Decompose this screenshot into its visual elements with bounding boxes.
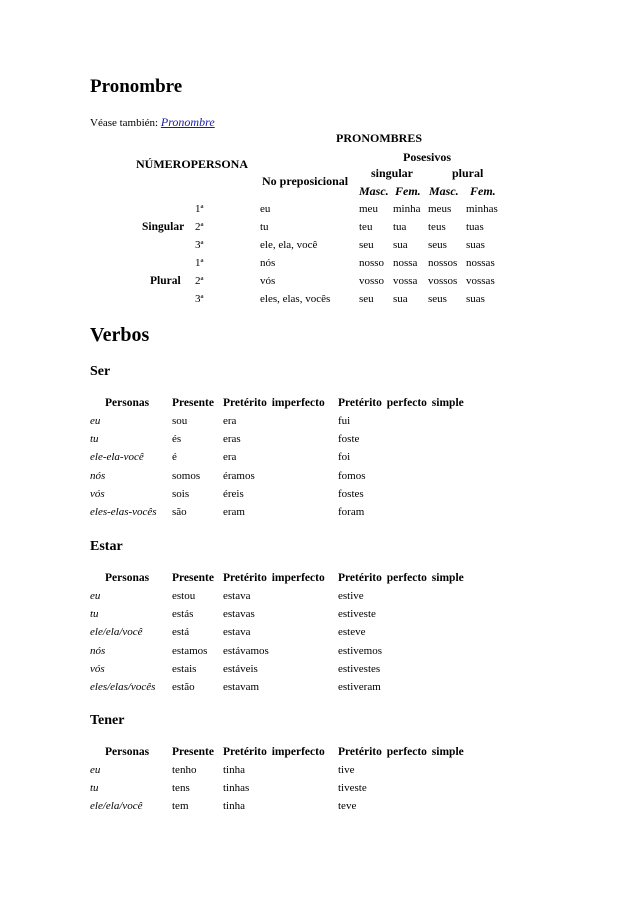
verb-cell: nós <box>90 469 106 482</box>
verb-cell: estáveis <box>223 662 258 675</box>
verb-cell: eu <box>90 764 101 776</box>
verb-cell: éramos <box>223 469 255 482</box>
verb-cell: tinha <box>223 764 245 776</box>
verb-cell: fostes <box>338 487 364 500</box>
verb-cell: estavas <box>223 608 255 621</box>
verb-cell: estava <box>223 590 251 602</box>
verb-cell: estávamos <box>223 644 269 657</box>
pronoun-cell: meu <box>359 203 378 215</box>
verb-cell: tiveste <box>338 782 367 795</box>
pronoun-cell: 1ª <box>195 203 204 215</box>
plural-header: plural <box>452 166 484 180</box>
verb-column-header: Personas <box>105 397 150 409</box>
no-prep-header: No preposicional <box>262 174 349 188</box>
pronoun-cell: tu <box>260 221 269 233</box>
verb-cell: estive <box>338 590 364 602</box>
verb-cell: eras <box>223 433 241 446</box>
verb-cell: estivestes <box>338 662 381 675</box>
masc-sing-header: Masc. <box>359 184 389 198</box>
verb-cell: tu <box>90 782 99 795</box>
verb-cell: estás <box>172 608 194 621</box>
verb-cell: estamos <box>172 644 208 657</box>
pronoun-cell: nosso <box>359 257 385 269</box>
verb-column-header: Pretérito perfecto simple <box>338 397 464 409</box>
verb-cell: estavam <box>223 681 260 693</box>
verb-cell: eu <box>90 590 101 602</box>
see-also-link[interactable]: Pronombre <box>160 115 215 129</box>
pronoun-cell: ele, ela, você <box>260 239 318 251</box>
pronoun-cell: minhas <box>466 203 498 215</box>
verb-column-header: Personas <box>105 572 150 584</box>
verb-cell: tinha <box>223 800 245 813</box>
pronoun-cell: sua <box>393 239 408 251</box>
page-title: Pronombre <box>90 76 183 97</box>
verb-cell: fomos <box>338 469 366 482</box>
verb-column-header: Pretérito perfecto simple <box>338 746 464 758</box>
verb-cell: ele/ela/você <box>90 626 143 639</box>
pronoun-cell: vossos <box>428 275 458 287</box>
verb-cell: é <box>172 451 177 464</box>
verb-cell: somos <box>172 469 201 482</box>
group-singular: Singular <box>142 221 185 233</box>
verb-cell: tu <box>90 608 99 621</box>
pronoun-cell: seus <box>428 239 447 251</box>
verb-cell: estiveram <box>338 681 381 693</box>
verb-cell: eles-elas-vocês <box>90 506 157 518</box>
pronoun-cell: 2ª <box>195 275 204 287</box>
pronoun-cell: 2ª <box>195 221 204 233</box>
pronoun-cell: tua <box>393 221 407 233</box>
masc-plur-header: Masc. <box>429 184 459 198</box>
verb-cell: teve <box>338 800 357 813</box>
verb-cell: foste <box>338 433 360 446</box>
pronoun-cell: minha <box>393 203 421 215</box>
see-also-label: Véase también: <box>90 117 159 129</box>
verb-title: Ser <box>90 364 111 379</box>
pronoun-cell: tuas <box>466 221 484 233</box>
verb-title: Estar <box>90 539 123 554</box>
verb-cell: eu <box>90 415 101 427</box>
pronoun-cell: vossas <box>466 275 495 287</box>
verb-cell: ele/ela/você <box>90 800 143 813</box>
verb-cell: tive <box>338 764 355 776</box>
pronoun-cell: suas <box>466 239 485 251</box>
verb-cell: era <box>223 415 237 427</box>
pronoun-cell: nós <box>260 257 276 269</box>
verb-cell: estou <box>172 590 196 602</box>
pronoun-cell: 3ª <box>195 239 204 251</box>
fem-plur-header: Fem. <box>470 184 496 198</box>
pronoun-cell: nossas <box>466 257 495 269</box>
verb-cell: vós <box>90 662 105 675</box>
verb-cell: são <box>172 506 187 518</box>
verb-cell: sou <box>172 415 188 427</box>
numero-persona-header: NÚMERO PERSONA <box>136 157 249 171</box>
pronoun-cell: vós <box>260 275 276 287</box>
verb-column-header: Pretérito imperfecto <box>223 397 325 409</box>
verb-column-header: Pretérito perfecto simple <box>338 572 464 584</box>
verb-cell: tem <box>172 800 189 813</box>
verb-column-header: Presente <box>172 397 214 409</box>
pronoun-cell: eu <box>260 203 271 215</box>
verb-cell: tinhas <box>223 782 250 795</box>
verb-cell: era <box>223 451 237 464</box>
verb-cell: éreis <box>223 487 244 500</box>
pronoun-cell: eles, elas, vocês <box>260 293 331 305</box>
verb-cell: tu <box>90 433 99 446</box>
pronoun-cell: 3ª <box>195 293 204 305</box>
verb-column-header: Personas <box>105 746 150 758</box>
group-plural: Plural <box>150 275 181 287</box>
pronoun-cell: teus <box>428 221 446 233</box>
pronoun-cell: vosso <box>359 275 385 287</box>
pronoun-cell: seus <box>428 293 447 305</box>
verb-cell: estiveste <box>338 608 376 621</box>
verb-cell: estão <box>172 681 195 693</box>
posesivos-header: Posesivos <box>403 150 451 164</box>
verb-cell: foi <box>338 451 351 464</box>
verb-cell: tens <box>172 782 190 795</box>
verb-cell: nós <box>90 644 106 657</box>
fem-sing-header: Fem. <box>395 184 421 198</box>
verb-cell: és <box>172 433 182 446</box>
see-also <box>90 115 215 130</box>
verb-column-header: Pretérito imperfecto <box>223 572 325 584</box>
pronoun-cell: teu <box>359 221 373 233</box>
pronoun-cell: seu <box>359 239 374 251</box>
verb-column-header: Pretérito imperfecto <box>223 746 325 758</box>
verb-cell: sois <box>172 487 190 500</box>
pronoun-cell: suas <box>466 293 485 305</box>
pronoun-cell: 1ª <box>195 257 204 269</box>
verb-cell: ele-ela-você <box>90 451 144 464</box>
pronoun-cell: sua <box>393 293 408 305</box>
verb-title: Tener <box>90 713 125 728</box>
verb-cell: estais <box>172 662 197 675</box>
verb-cell: esteve <box>338 626 366 639</box>
verb-column-header: Presente <box>172 572 214 584</box>
verb-cell: foram <box>338 506 365 518</box>
pronoun-cell: nossa <box>393 257 418 269</box>
pronoun-cell: vossa <box>393 275 418 287</box>
verb-cell: eles/elas/vocês <box>90 681 156 693</box>
pronoun-cell: nossos <box>428 257 458 269</box>
pronoun-cell: seu <box>359 293 374 305</box>
verb-cell: eram <box>223 506 245 518</box>
verb-column-header: Presente <box>172 746 214 758</box>
verb-cell: está <box>172 626 190 639</box>
verb-cell: estava <box>223 626 251 639</box>
singular-header: singular <box>371 166 414 180</box>
verb-cell: estivemos <box>338 644 382 657</box>
verb-cell: vós <box>90 487 105 500</box>
verbos-title: Verbos <box>90 324 150 346</box>
pronombres-header: PRONOMBRES <box>336 131 423 145</box>
verb-cell: tenho <box>172 764 197 776</box>
pronoun-cell: meus <box>428 203 452 215</box>
verb-cell: fui <box>338 415 351 427</box>
